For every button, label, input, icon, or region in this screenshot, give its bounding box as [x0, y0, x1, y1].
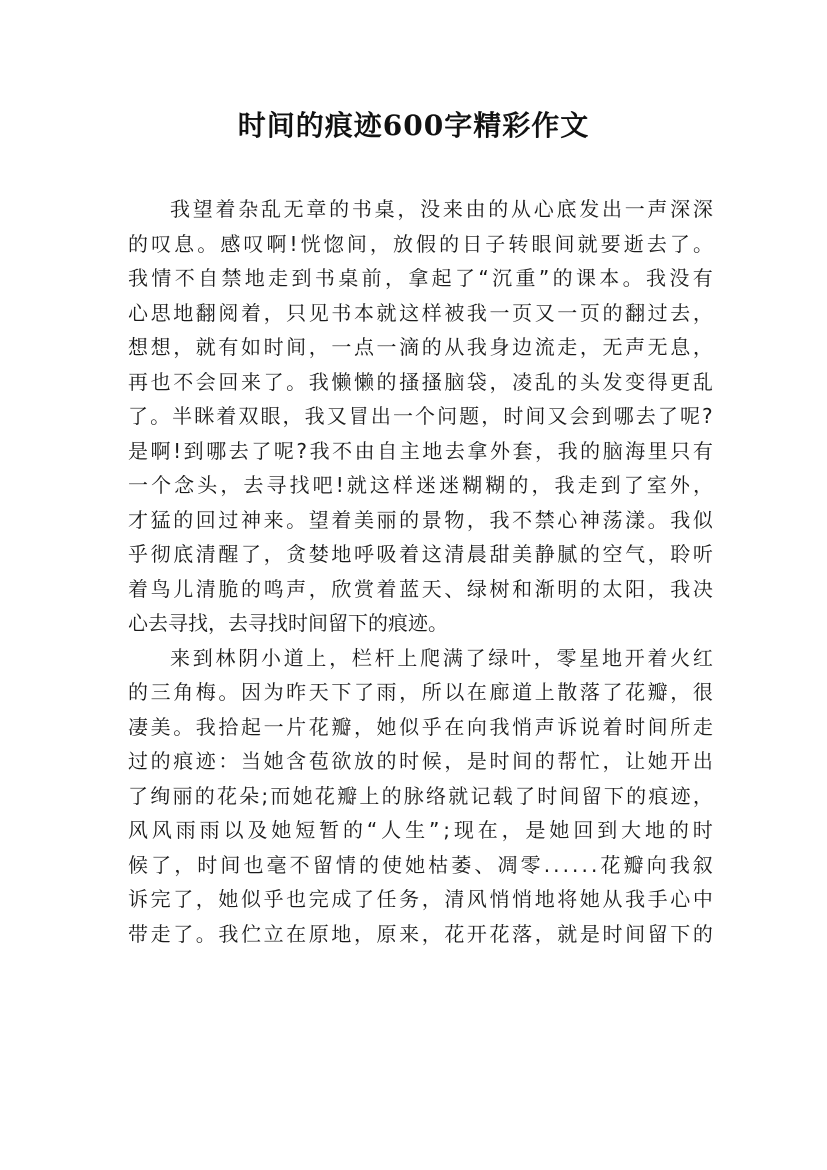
- text-line: 来 到 林 阴 小 道 上 ， 栏 杆 上 爬 满 了 绿 叶 ， 零 星 地 开 着 火 红: [170, 645, 713, 670]
- text-line: 想 想 ， 就 有 如 时 间 ， 一 点 一 滴 的 从 我 身 边 流 走 ， 无 声 无 息 ，: [128, 335, 713, 359]
- text-line: 才 猛 的 回 过 神 来 。 望 着 美 丽 的 景 物 ， 我 不 禁 心 神 荡 漾 。 我 似: [128, 507, 713, 532]
- text-line: 带 走 了 。 我 伫 立 在 原 地 ， 原 来 ， 花 开 花 落 ， 就 是 时 间 留 下 的: [128, 921, 713, 946]
- text-line: 我 情 不 自 禁 地 走 到 书 桌 前 ， 拿 起 了 “ 沉 重 ” 的 课 本 。 我 没 有: [128, 266, 713, 290]
- text-line: 心去寻找，去寻找时间留下的痕迹。: [128, 611, 448, 635]
- text-line: 的 三 角 梅 。 因 为 昨 天 下 了 雨 ， 所 以 在 廊 道 上 散 落 了 花 瓣 ， 很: [128, 680, 713, 704]
- text-line: 一 个 念 头 ， 去 寻 找 吧 ! 就 这 样 迷 迷 糊 糊 的 ， 我 走 到 了 室 外 ，: [128, 473, 713, 497]
- text-line: 凄 美 。 我 拾 起 一 片 花 瓣 ， 她 似 乎 在 向 我 悄 声 诉 说 着 时 间 所 走: [128, 714, 713, 739]
- text-line: 着 鸟 儿 清 脆 的 鸣 声 ， 欣 赏 着 蓝 天 、 绿 树 和 渐 明 的 太 阳 ， 我 决: [128, 576, 713, 601]
- text-line: 过 的 痕 迹 ： 当 她 含 苞 欲 放 的 时 候 ， 是 时 间 的 帮 忙 ， 让 她 开 出: [128, 749, 713, 773]
- text-line: 了 。 半 眯 着 双 眼 ， 我 又 冒 出 一 个 问 题 ， 时 间 又 会 到 哪 去 了 呢 ?: [128, 404, 713, 428]
- text-line: 是 啊 ! 到 哪 去 了 呢 ? 我 不 由 自 主 地 去 拿 外 套 ， 我 的 脑 海 里 只 有: [128, 438, 713, 463]
- text-line: 的 叹 息 。 感 叹 啊 ! 恍 惚 间 ， 放 假 的 日 子 转 眼 间 就 要 逝 去 了 。: [128, 231, 713, 256]
- text-line: 候 了 ， 时 间 也 毫 不 留 情 的 使 她 枯 萎 、 凋 零 . . . . . . 花 瓣 向 我 叙: [128, 852, 713, 877]
- document-title: 时间的痕迹600字精彩作文: [237, 109, 590, 142]
- document-body: [128, 192, 713, 951]
- text-line: 心 思 地 翻 阅 着 ， 只 见 书 本 就 这 样 被 我 一 页 又 一 页 的 翻 过 去 ，: [128, 300, 713, 325]
- text-line: 我 望 着 杂 乱 无 章 的 书 桌 ， 没 来 由 的 从 心 底 发 出 一 声 深 深: [170, 197, 713, 221]
- text-line: 了 绚 丽 的 花 朵 ; 而 她 花 瓣 上 的 脉 络 就 记 载 了 时 间 留 下 的 痕 迹 ，: [128, 783, 713, 808]
- text-line: 诉 完 了 ， 她 似 乎 也 完 成 了 任 务 ， 清 风 悄 悄 地 将 她 从 我 手 心 中: [128, 887, 713, 911]
- text-line: 乎 彻 底 清 醒 了 ， 贪 婪 地 呼 吸 着 这 清 晨 甜 美 静 腻 的 空 气 ， 聆 听: [128, 542, 713, 566]
- text-line: 风 风 雨 雨 以 及 她 短 暂 的 “ 人 生 ” ; 现 在 ， 是 她 回 到 大 地 的 时: [128, 818, 713, 842]
- text-line: 再 也 不 会 回 来 了 。 我 懒 懒 的 搔 搔 脑 袋 ， 凌 乱 的 头 发 变 得 更 乱: [128, 369, 713, 394]
